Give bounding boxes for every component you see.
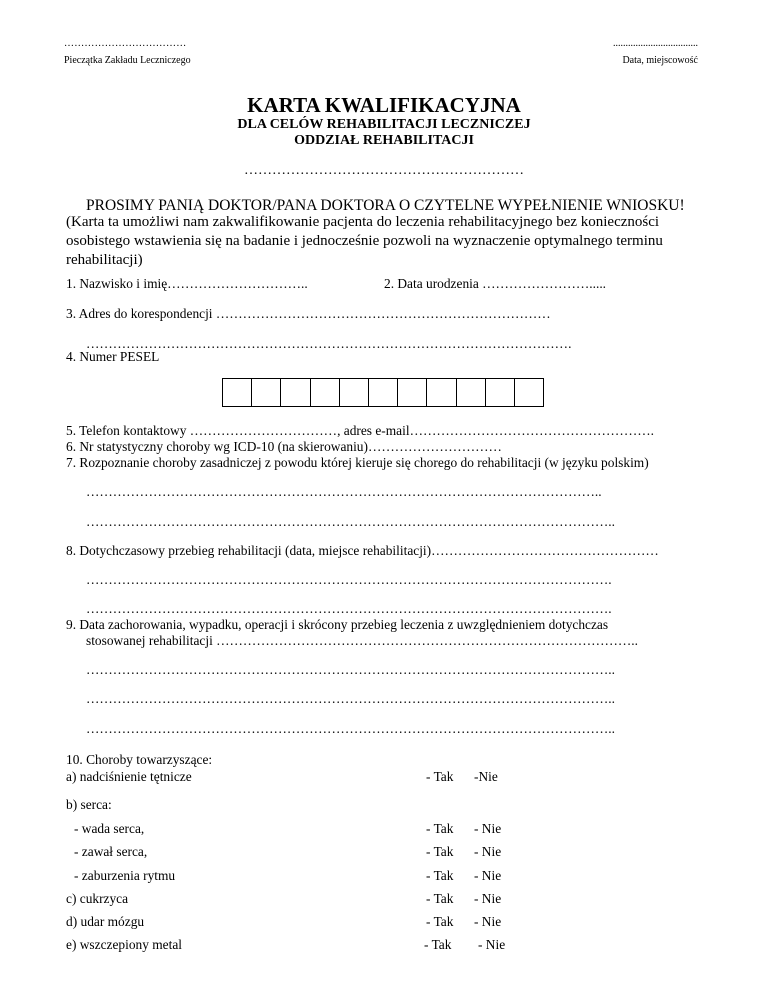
field-illness-course-line[interactable]: ………………………………………………………………………………………………………..	[86, 662, 615, 677]
answer-no[interactable]: - Nie	[474, 891, 502, 906]
field-diagnosis-line[interactable]: ……………………………………………………………………………………………………..	[86, 484, 602, 499]
answer-yes[interactable]: - Tak	[426, 821, 454, 836]
answer-no[interactable]: - Nie	[474, 821, 502, 836]
date-label: Data, miejscowość	[622, 55, 698, 66]
field-illness-course-line[interactable]: ………………………………………………………………………………………………………..	[86, 721, 615, 736]
field-address[interactable]: 3. Adres do korespondencji …………………………………………………………………	[66, 306, 551, 321]
disease-label: e) wszczepiony metal	[66, 937, 182, 952]
pesel-digit-box[interactable]	[223, 379, 251, 406]
title-dots: ……………………………………………………	[244, 163, 524, 178]
field-illness-course-cont[interactable]: stosowanej rehabilitacji …………………………………………………………………………………..	[86, 633, 638, 648]
pesel-digit-box[interactable]	[397, 379, 426, 406]
form-title: KARTA KWALIFIKACYJNA	[247, 93, 521, 117]
disease-label: - zawał serca,	[74, 844, 148, 859]
pesel-digit-box[interactable]	[368, 379, 397, 406]
pesel-digit-box[interactable]	[426, 379, 455, 406]
answer-no[interactable]: - Nie	[474, 914, 502, 929]
stamp-label: Pieczątka Zakładu Leczniczego	[64, 55, 191, 66]
field-icd10[interactable]: 6. Nr statystyczny choroby wg ICD-10 (na skierowaniu)…………………………	[66, 439, 502, 454]
answer-yes[interactable]: - Tak	[426, 891, 454, 906]
field-pesel-label: 4. Numer PESEL	[66, 349, 160, 364]
answer-no[interactable]: -Nie	[474, 769, 498, 784]
stamp-dots: ………………………………	[64, 38, 187, 49]
field-comorbidities: 10. Choroby towarzyszące:	[66, 752, 213, 767]
disease-label: - wada serca,	[74, 821, 145, 836]
pesel-digit-box[interactable]	[456, 379, 485, 406]
pesel-digit-box[interactable]	[485, 379, 514, 406]
disease-label: a) nadciśnienie tętnicze	[66, 769, 192, 784]
disease-label: - zaburzenia rytmu	[74, 868, 176, 883]
field-rehab-history-line[interactable]: ……………………………………………………………………………………………………….	[86, 572, 612, 587]
disease-label: c) cukrzyca	[66, 891, 129, 906]
answer-yes[interactable]: - Tak	[424, 937, 452, 952]
pesel-digit-box[interactable]	[251, 379, 280, 406]
field-rehab-history[interactable]: 8. Dotychczasowy przebieg rehabilitacji (data, miejsce rehabilitacji)……………………………………………	[66, 543, 659, 558]
field-illness-course: 9. Data zachorowania, wypadku, operacji i skrócony przebieg leczenia z uwzględnieniem dotychczas	[66, 617, 609, 632]
field-diagnosis-line[interactable]: ………………………………………………………………………………………………………..	[86, 514, 615, 529]
answer-yes[interactable]: - Tak	[426, 914, 454, 929]
field-rehab-history-line[interactable]: ……………………………………………………………………………………………………….	[86, 601, 612, 616]
field-phone-email[interactable]: 5. Telefon kontaktowy ……………………………, adres e-mail……………………………………………….	[66, 423, 654, 438]
disease-group-label: b) serca:	[66, 797, 112, 812]
answer-no[interactable]: - Nie	[474, 844, 502, 859]
field-diagnosis: 7. Rozpoznanie choroby zasadniczej z powodu której kieruje się chorego do rehabilitacji (w języku polskim)	[66, 455, 649, 470]
answer-no[interactable]: - Nie	[474, 868, 502, 883]
field-name[interactable]: 1. Nazwisko i imię…………………………..	[66, 276, 308, 291]
disease-label: d) udar mózgu	[66, 914, 145, 929]
answer-yes[interactable]: - Tak	[426, 844, 454, 859]
field-birthdate[interactable]: 2. Data urodzenia …………………….....	[384, 276, 607, 291]
field-address-cont[interactable]: ……………………………………………………………………………………………….	[86, 336, 572, 351]
date-dots: ..................................	[613, 38, 698, 49]
form-subtitle-2: ODDZIAŁ REHABILITACJI	[294, 133, 474, 148]
answer-yes[interactable]: - Tak	[426, 769, 454, 784]
field-illness-course-line[interactable]: ………………………………………………………………………………………………………..	[86, 691, 615, 706]
form-subtitle-1: DLA CELÓW REHABILITACJI LECZNICZEJ	[237, 117, 531, 132]
answer-yes[interactable]: - Tak	[426, 868, 454, 883]
request-text: PROSIMY PANIĄ DOKTOR/PANA DOKTORA O CZYTELNE WYPEŁNIENIE WNIOSKU!	[86, 197, 685, 214]
pesel-digit-box[interactable]	[339, 379, 368, 406]
pesel-digit-box[interactable]	[280, 379, 309, 406]
answer-no[interactable]: - Nie	[478, 937, 506, 952]
pesel-digit-box[interactable]	[514, 379, 543, 406]
intro-note: (Karta ta umożliwi nam zakwalifikowanie pacjenta do leczenia rehabilitacyjnego bez konieczności osobistego wstawienia się na badanie i jednocześnie pozwoli na wyznaczenie optymalnego terminu rehabilitacji)	[66, 214, 663, 268]
pesel-input-grid[interactable]	[222, 378, 544, 407]
pesel-digit-box[interactable]	[310, 379, 339, 406]
